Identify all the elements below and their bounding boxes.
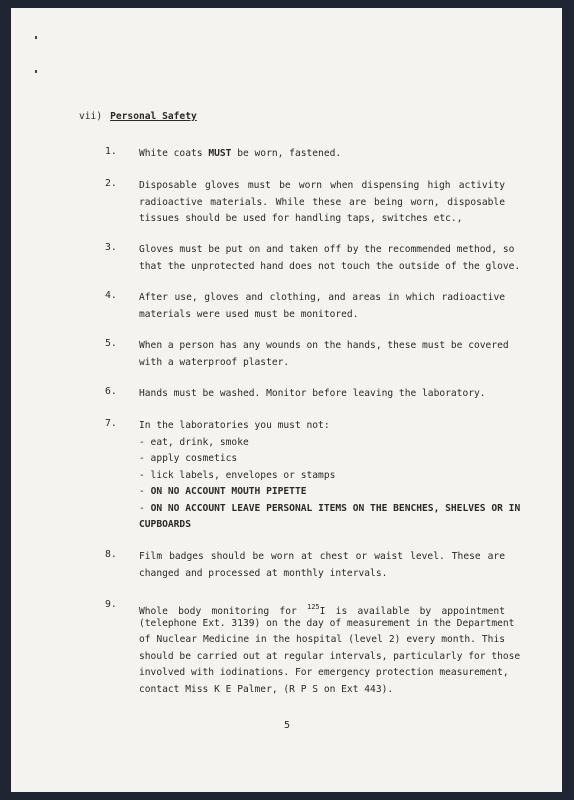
text-line bbox=[139, 259, 521, 276]
item-number: 3. bbox=[105, 242, 117, 253]
text-line bbox=[139, 468, 505, 485]
text-span: Film badges should be worn at chest or waist level. These are bbox=[139, 551, 505, 562]
text-line bbox=[139, 616, 515, 633]
punch-hole-mark bbox=[35, 36, 37, 39]
text-span: materials were used must be monitored. bbox=[139, 308, 359, 320]
superscript-text: 125 bbox=[307, 603, 320, 611]
text-line bbox=[139, 632, 505, 649]
item-number: 8. bbox=[105, 549, 117, 560]
text-span: Disposable gloves must be worn when dispensing high activity bbox=[139, 180, 505, 191]
item-text bbox=[139, 386, 505, 403]
page-number: 5 bbox=[284, 720, 291, 731]
text-span: Hands must be washed. Monitor before leaving the laboratory. bbox=[139, 388, 486, 399]
item-number: 7. bbox=[105, 418, 117, 429]
item-text bbox=[139, 338, 509, 371]
text-span: In the laboratories you must not: bbox=[139, 420, 330, 431]
text-line bbox=[139, 649, 521, 666]
text-span: When a person has any wounds on the hands, these must be covered bbox=[139, 340, 509, 351]
item-number: 1. bbox=[105, 146, 117, 157]
text-line bbox=[139, 355, 505, 372]
text-span: After use, gloves and clothing, and areas in which radioactive bbox=[139, 292, 505, 303]
text-span: should be carried out at regular intervals, particularly for those bbox=[139, 650, 521, 662]
text-span: - eat, drink, smoke bbox=[139, 436, 249, 448]
text-span: (telephone Ext. 3139) on the day of measurement in the Department bbox=[139, 617, 515, 629]
text-line bbox=[139, 242, 515, 259]
text-span: that the unprotected hand does not touch the outside of the glove. bbox=[139, 260, 521, 272]
text-line bbox=[139, 566, 505, 583]
section-number: vii) bbox=[79, 111, 103, 122]
text-line bbox=[139, 484, 505, 501]
text-span: of Nuclear Medicine in the hospital (level 2) every month. This bbox=[139, 634, 505, 645]
text-line bbox=[139, 418, 505, 435]
text-span: radioactive materials. While these are being worn, disposable bbox=[139, 196, 505, 208]
item-text bbox=[139, 599, 521, 698]
text-span: with a waterproof plaster. bbox=[139, 356, 290, 368]
bold-text: MUST bbox=[208, 148, 232, 159]
punch-hole-mark bbox=[35, 70, 37, 73]
item-text bbox=[139, 549, 505, 582]
text-line bbox=[139, 682, 505, 699]
text-span: White coats bbox=[139, 148, 209, 159]
text-line bbox=[139, 501, 521, 518]
text-line bbox=[139, 386, 505, 403]
item-text bbox=[139, 178, 505, 228]
text-span: Gloves must be put on and taken off by the recommended method, so bbox=[139, 244, 515, 255]
text-line bbox=[139, 517, 505, 534]
item-text bbox=[139, 418, 521, 534]
text-line bbox=[139, 307, 505, 324]
text-span: - bbox=[139, 486, 151, 497]
bold-text: CUPBOARDS bbox=[139, 519, 191, 530]
text-span: - apply cosmetics bbox=[139, 453, 238, 464]
item-number: 4. bbox=[105, 290, 117, 301]
text-span: changed and processed at monthly intervals. bbox=[139, 567, 388, 579]
bold-text: ON NO ACCOUNT MOUTH PIPETTE bbox=[150, 486, 307, 497]
item-text bbox=[139, 146, 505, 163]
text-line bbox=[139, 338, 509, 355]
text-line bbox=[139, 665, 509, 682]
text-span: tissues should be used for handling taps, switches etc., bbox=[139, 213, 463, 224]
text-line bbox=[139, 435, 505, 452]
item-number: 2. bbox=[105, 178, 117, 189]
section-heading bbox=[79, 111, 197, 122]
text-span: involved with iodinations. For emergency protection measurement, bbox=[139, 667, 509, 678]
bold-text: ON NO ACCOUNT LEAVE PERSONAL ITEMS ON THE BENCHES, SHELVES OR IN bbox=[150, 502, 521, 514]
text-span: contact Miss K E Palmer, (R P S on Ext 443). bbox=[139, 683, 394, 695]
text-line bbox=[139, 195, 505, 212]
item-text bbox=[139, 290, 505, 323]
text-span: I is available by appointment bbox=[319, 606, 505, 617]
item-number: 9. bbox=[105, 599, 117, 610]
text-line bbox=[139, 599, 505, 616]
text-line bbox=[139, 146, 505, 163]
text-line bbox=[139, 211, 505, 228]
document-page bbox=[11, 8, 562, 792]
text-span: be worn, fastened. bbox=[231, 148, 342, 159]
item-text bbox=[139, 242, 521, 275]
section-title: Personal Safety bbox=[110, 111, 197, 122]
item-number: 6. bbox=[105, 386, 117, 397]
text-line bbox=[139, 451, 505, 468]
text-span: - bbox=[139, 502, 151, 514]
item-number: 5. bbox=[105, 338, 117, 349]
text-span: Whole body monitoring for bbox=[139, 606, 307, 617]
text-line bbox=[139, 290, 505, 307]
text-span: - lick labels, envelopes or stamps bbox=[139, 469, 336, 481]
text-line bbox=[139, 549, 505, 566]
text-line bbox=[139, 178, 505, 195]
